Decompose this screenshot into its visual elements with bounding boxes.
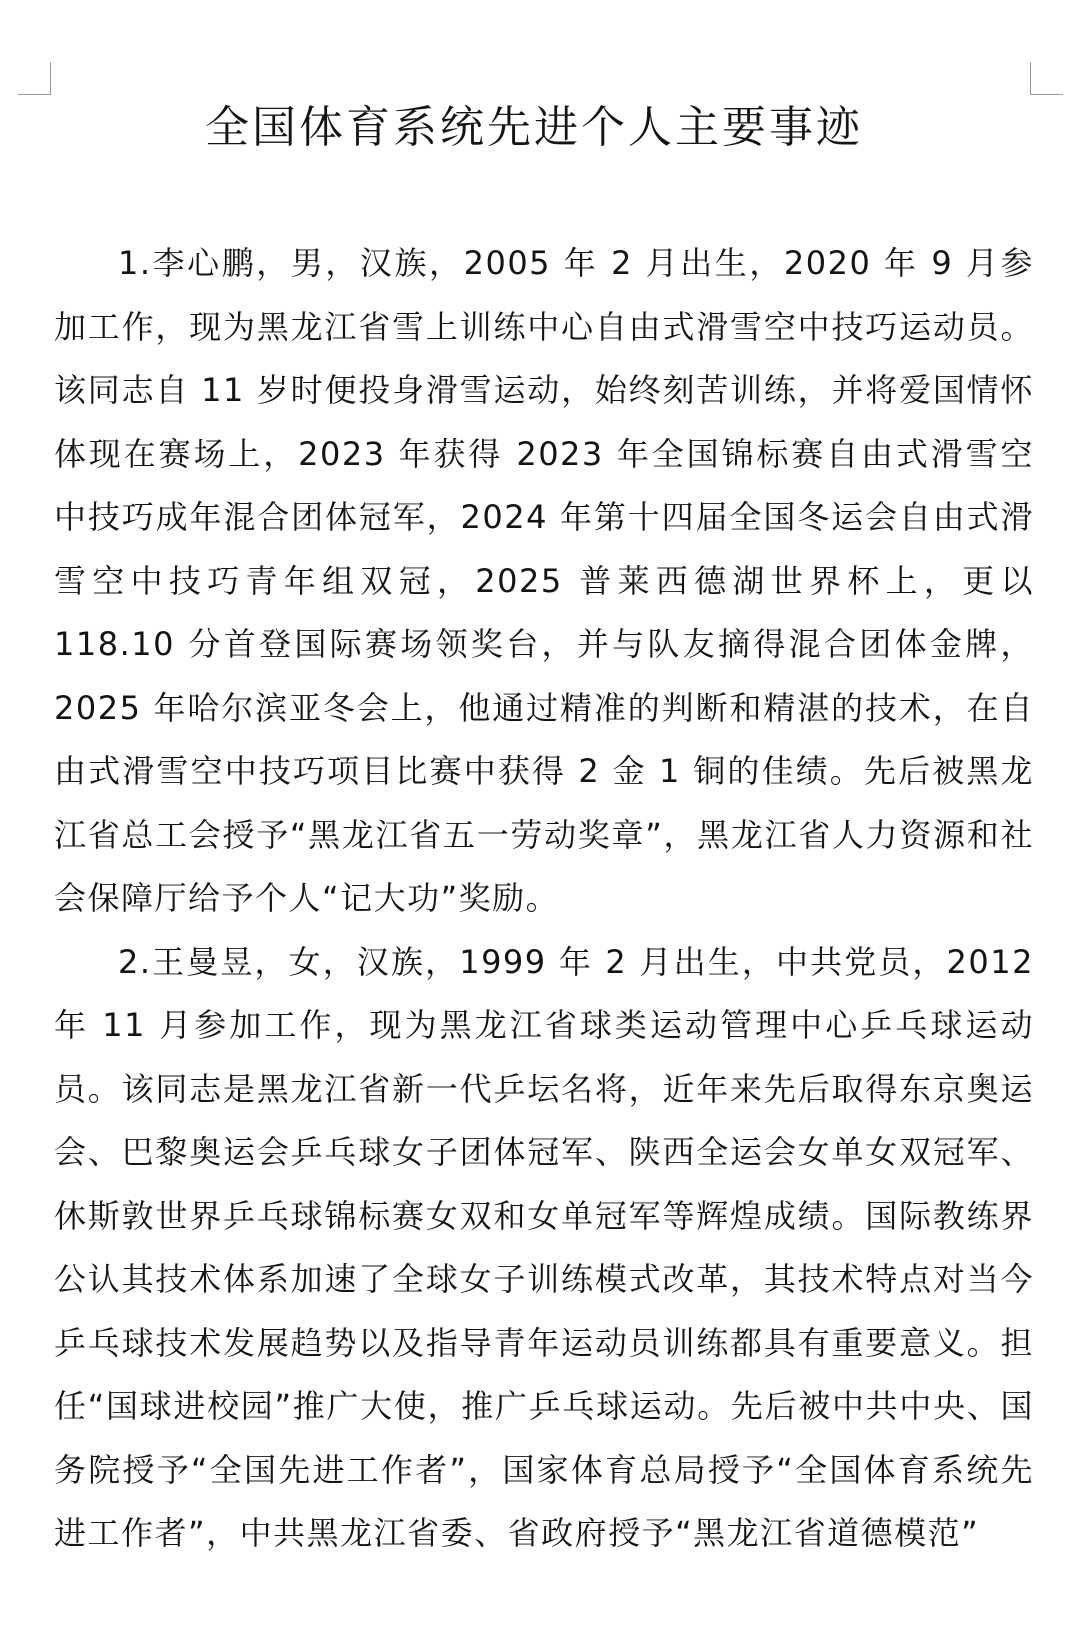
document-title: 全国体育系统先进个人主要事迹 — [205, 102, 863, 153]
paragraph-2: 2.王曼昱，女，汉族，1999 年 2 月出生，中共党员，2012 年 11 月参加工作，现为黑龙江省球类运动管理中心乒乓球运动员。该同志是黑龙江省新一代乒坛名将，近年来先后取得东京奥运会、巴黎奥运会乒乓球女子团体冠军、陕西全运会女单女双冠军、休斯敦世界乒乓球锦标赛女双和女单冠军等辉煌成绩。国际教练界公认其技术体系加速了全球女子训练模式改革，其技术特点对当今乒乓球技术发展趋势以及指导青年运动员训练都具有重要意义。担任“国球进校园”推广大使，推广乒乓球运动。先后被中共中央、国务院授予“全国先进工作者”，国家体育总局授予“全国体育系统先进工作者”，中共黑龙江省委、省政府授予“黑龙江省道德模范” — [54, 942, 1034, 1552]
paragraph-1: 1.李心鹏，男，汉族，2005 年 2 月出生，2020 年 9 月参加工作，现为黑龙江省雪上训练中心自由式滑雪空中技巧运动员。该同志自 11 岁时便投身滑雪运动，始终刻苦训练，并将爱国情怀体现在赛场上，2023 年获得 2023 年全国锦标赛自由式滑雪空中技巧成年混合团体冠军，2024 年第十四届全国冬运会自由式滑雪空中技巧青年组双冠，2025 普莱西德湖世界杯上，更以 118.10 分首登国际赛场领奖台，并与队友摘得混合团体金牌，2025 年哈尔滨亚冬会上，他通过精准的判断和精湛的技术，在自由式滑雪空中技巧项目比赛中获得 2 金 1 铜的佳绩。先后被黑龙江省总工会授予“黑龙江省五一劳动奖章”，黑龙江省人力资源和社会保障厅给予个人“记大功”奖励。 — [54, 244, 1034, 917]
crop-mark-top-left — [18, 62, 51, 95]
document-body — [54, 232, 1034, 1566]
crop-mark-top-right — [1030, 62, 1063, 95]
